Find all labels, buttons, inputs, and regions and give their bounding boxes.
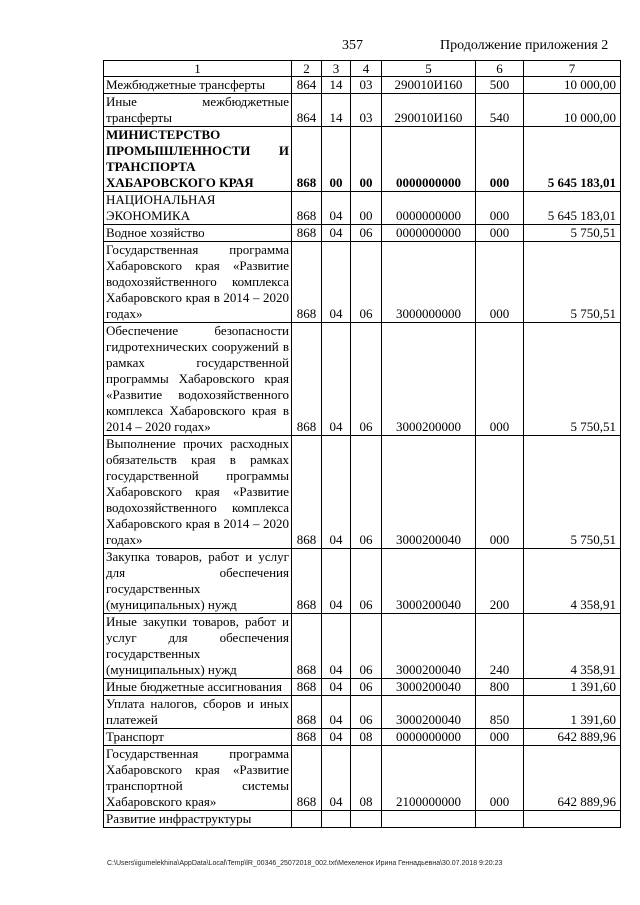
section-code: 04 — [322, 323, 351, 436]
table-row — [104, 323, 621, 436]
item-name: МИНИСТЕРСТВО ПРОМЫШЛЕННОСТИ И ТРАНСПОРТА ХАБАРОВСКОГО КРАЯ — [104, 127, 292, 192]
table-row — [104, 192, 621, 225]
amount: 5 750,51 — [524, 242, 621, 323]
item-name: Закупка товаров, работ и услуг для обеспечения государственных (муниципальных) нужд — [104, 549, 292, 614]
expense-type-code: 200 — [476, 549, 524, 614]
column-number: 6 — [476, 61, 524, 77]
expense-type-code: 000 — [476, 127, 524, 192]
ministry-code: 868 — [292, 696, 322, 729]
subsection-code: 06 — [351, 679, 382, 696]
subsection-code — [351, 811, 382, 828]
item-name: Водное хозяйство — [104, 225, 292, 242]
amount: 5 750,51 — [524, 323, 621, 436]
subsection-code: 08 — [351, 729, 382, 746]
target-article-code: 3000000000 — [382, 242, 476, 323]
subsection-code: 06 — [351, 225, 382, 242]
table-row — [104, 436, 621, 549]
expense-type-code: 500 — [476, 77, 524, 94]
target-article-code: 2100000000 — [382, 746, 476, 811]
subsection-code: 08 — [351, 746, 382, 811]
target-article-code: 0000000000 — [382, 729, 476, 746]
item-name: Иные межбюджетные трансферты — [104, 94, 292, 127]
item-name: Иные закупки товаров, работ и услуг для обеспечения государственных (муниципальных) нужд — [104, 614, 292, 679]
amount: 5 750,51 — [524, 225, 621, 242]
amount: 5 645 183,01 — [524, 127, 621, 192]
continuation-label: Продолжение приложения 2 — [440, 38, 609, 53]
subsection-code: 00 — [351, 127, 382, 192]
amount: 4 358,91 — [524, 614, 621, 679]
item-name: Иные бюджетные ассигнования — [104, 679, 292, 696]
amount: 10 000,00 — [524, 77, 621, 94]
target-article-code: 3000200040 — [382, 436, 476, 549]
table-row — [104, 127, 621, 192]
amount: 642 889,96 — [524, 729, 621, 746]
table-row — [104, 242, 621, 323]
ministry-code: 868 — [292, 225, 322, 242]
expense-type-code: 240 — [476, 614, 524, 679]
item-name: Развитие инфраструктуры — [104, 811, 292, 828]
table-row — [104, 746, 621, 811]
table-row — [104, 729, 621, 746]
target-article-code: 0000000000 — [382, 225, 476, 242]
column-number: 3 — [322, 61, 351, 77]
table-row — [104, 225, 621, 242]
table-row — [104, 696, 621, 729]
expense-type-code: 000 — [476, 225, 524, 242]
column-number: 1 — [104, 61, 292, 77]
section-code: 04 — [322, 225, 351, 242]
expense-type-code: 000 — [476, 746, 524, 811]
item-name: Межбюджетные трансферты — [104, 77, 292, 94]
expense-type-code — [476, 811, 524, 828]
ministry-code: 864 — [292, 94, 322, 127]
expense-type-code: 000 — [476, 729, 524, 746]
subsection-code: 06 — [351, 696, 382, 729]
ministry-code: 868 — [292, 127, 322, 192]
subsection-code: 06 — [351, 549, 382, 614]
budget-table — [103, 60, 621, 828]
section-code: 04 — [322, 679, 351, 696]
subsection-code: 03 — [351, 77, 382, 94]
subsection-code: 03 — [351, 94, 382, 127]
target-article-code: 0000000000 — [382, 127, 476, 192]
target-article-code: 3000200000 — [382, 323, 476, 436]
section-code: 04 — [322, 436, 351, 549]
ministry-code: 864 — [292, 77, 322, 94]
ministry-code: 868 — [292, 323, 322, 436]
section-code: 04 — [322, 746, 351, 811]
table-row — [104, 614, 621, 679]
section-code — [322, 811, 351, 828]
target-article-code — [382, 811, 476, 828]
item-name: Государственная программа Хабаровского края «Развитие водохозяйственного комплекса Хабаровского края в 2014 – 2020 годах» — [104, 242, 292, 323]
section-code: 04 — [322, 696, 351, 729]
ministry-code: 868 — [292, 192, 322, 225]
subsection-code: 06 — [351, 614, 382, 679]
section-code: 04 — [322, 549, 351, 614]
item-name: НАЦИОНАЛЬНАЯ ЭКОНОМИКА — [104, 192, 292, 225]
section-code: 00 — [322, 127, 351, 192]
ministry-code: 868 — [292, 436, 322, 549]
target-article-code: 3000200040 — [382, 614, 476, 679]
target-article-code: 290010И160 — [382, 94, 476, 127]
column-number-row — [104, 61, 621, 77]
ministry-code: 868 — [292, 746, 322, 811]
target-article-code: 3000200040 — [382, 679, 476, 696]
column-number: 4 — [351, 61, 382, 77]
expense-type-code: 000 — [476, 242, 524, 323]
section-code: 14 — [322, 77, 351, 94]
section-code: 14 — [322, 94, 351, 127]
expense-type-code: 000 — [476, 436, 524, 549]
target-article-code: 0000000000 — [382, 192, 476, 225]
subsection-code: 06 — [351, 242, 382, 323]
column-number: 5 — [382, 61, 476, 77]
ministry-code: 868 — [292, 679, 322, 696]
expense-type-code: 800 — [476, 679, 524, 696]
table-row — [104, 679, 621, 696]
table-row — [104, 94, 621, 127]
amount: 1 391,60 — [524, 696, 621, 729]
ministry-code: 868 — [292, 242, 322, 323]
item-name: Выполнение прочих расходных обязательств края в рамках государственной программы Хабаровского края «Развитие водохозяйственного комплекса Хабаровского края в 2014 – 2020 годах» — [104, 436, 292, 549]
ministry-code: 868 — [292, 729, 322, 746]
subsection-code: 06 — [351, 323, 382, 436]
item-name: Обеспечение безопасности гидротехнических сооружений в рамках государственной программы Хабаровского края «Развитие водохозяйственного комплекса Хабаровского края в 2014 – 2020 годах» — [104, 323, 292, 436]
table-row — [104, 77, 621, 94]
subsection-code: 00 — [351, 192, 382, 225]
table-row — [104, 811, 621, 828]
ministry-code: 868 — [292, 549, 322, 614]
amount: 4 358,91 — [524, 549, 621, 614]
ministry-code: 868 — [292, 614, 322, 679]
amount: 10 000,00 — [524, 94, 621, 127]
expense-type-code: 000 — [476, 323, 524, 436]
amount: 5 750,51 — [524, 436, 621, 549]
file-path-footer: C:\Users\igumelekhina\AppData\Local\Temp\lR_00346_25072018_002.txt\Мехеленок Ирина Геннадьевна\30.07.2018 9:20:23 — [107, 860, 503, 867]
column-number: 7 — [524, 61, 621, 77]
target-article-code: 290010И160 — [382, 77, 476, 94]
amount: 5 645 183,01 — [524, 192, 621, 225]
expense-type-code: 000 — [476, 192, 524, 225]
item-name: Транспорт — [104, 729, 292, 746]
item-name: Государственная программа Хабаровского края «Развитие транспортной системы Хабаровского края» — [104, 746, 292, 811]
item-name: Уплата налогов, сборов и иных платежей — [104, 696, 292, 729]
section-code: 04 — [322, 614, 351, 679]
subsection-code: 06 — [351, 436, 382, 549]
amount — [524, 811, 621, 828]
column-number: 2 — [292, 61, 322, 77]
section-code: 04 — [322, 192, 351, 225]
section-code: 04 — [322, 242, 351, 323]
target-article-code: 3000200040 — [382, 549, 476, 614]
amount: 642 889,96 — [524, 746, 621, 811]
expense-type-code: 850 — [476, 696, 524, 729]
section-code: 04 — [322, 729, 351, 746]
expense-type-code: 540 — [476, 94, 524, 127]
ministry-code — [292, 811, 322, 828]
page-number: 357 — [342, 38, 363, 53]
target-article-code: 3000200040 — [382, 696, 476, 729]
table-row — [104, 549, 621, 614]
amount: 1 391,60 — [524, 679, 621, 696]
